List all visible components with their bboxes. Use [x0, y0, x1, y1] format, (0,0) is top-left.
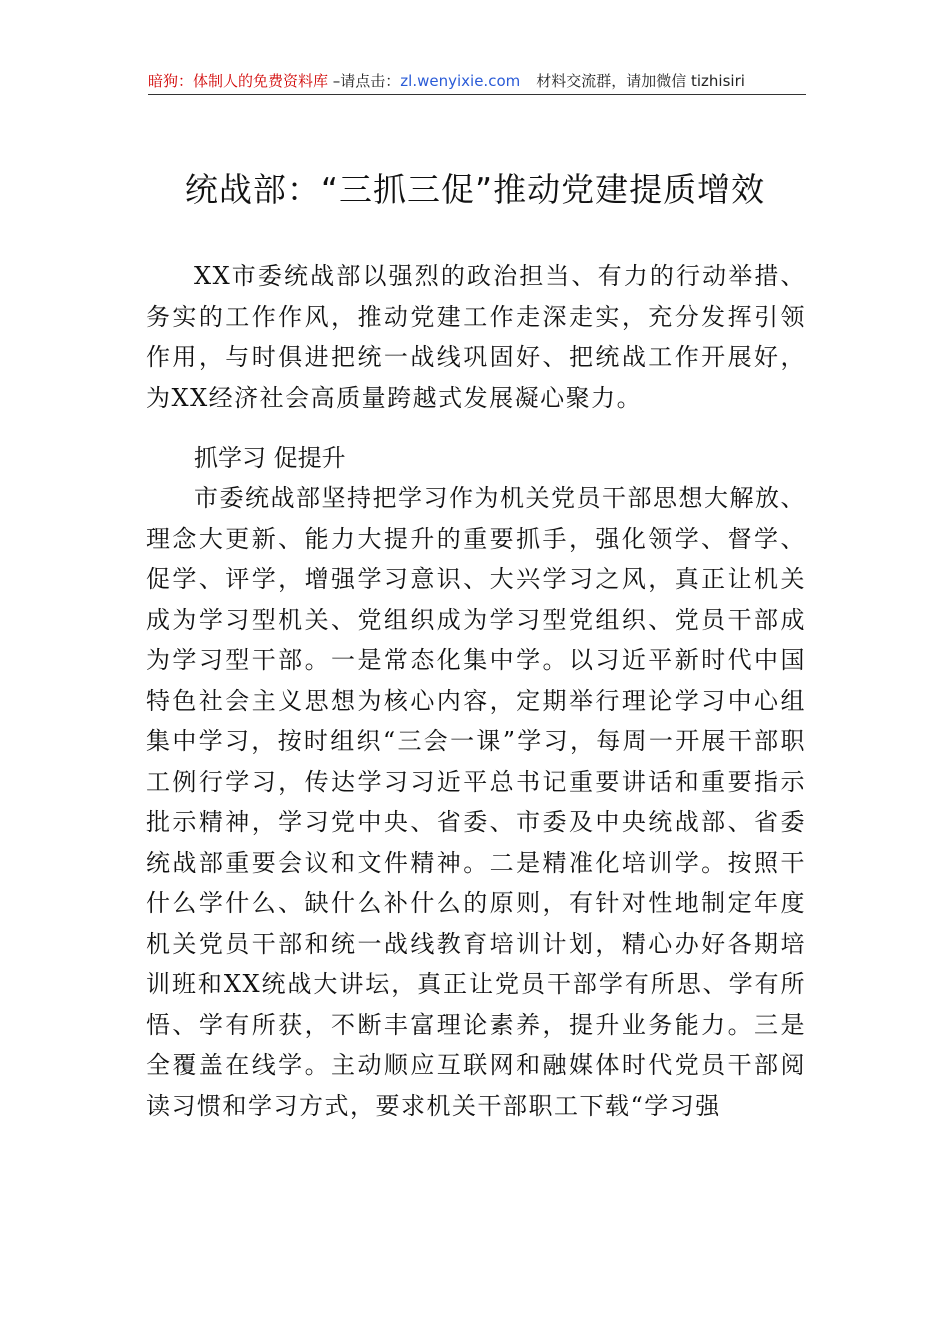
- document-title: 统战部：“三抓三促”推动党建提质增效: [184, 170, 766, 209]
- section-heading: 抓学习 促提升: [194, 444, 346, 472]
- page-header: [148, 68, 806, 95]
- header-link[interactable]: zl.wenyixie.com: [400, 72, 521, 90]
- header-note: 材料交流群，请加微信 tizhisiri: [536, 72, 745, 90]
- header-source: 暗狗：体制人的免费资料库: [148, 72, 329, 90]
- section-body: 市委统战部坚持把学习作为机关党员干部思想大解放、理念大更新、能力大提升的重要抓手，强化领学、督学、促学、评学，增强学习意识、大兴学习之风，真正让机关成为学习型机关、党组织成为学习型党组织、党员干部成为学习型干部。一是常态化集中学。以习近平新时代中国特色社会主义思想为核心内容，定期举行理论学习中心组集中学习，按时组织“三会一课”学习，每周一开展干部职工例行学习，传达学习习近平总书记重要讲话和重要指示批示精神，学习党中央、省委、市委及中央统战部、省委统战部重要会议和文件精神。二是精准化培训学。按照干什么学什么、缺什么补什么的原则，有针对性地制定年度机关党员干部和统一战线教育培训计划，精心办好各期培训班和XX统战大讲坛，真正让党员干部学有所思、学有所悟、学有所获，不断丰富理论素养，提升业务能力。三是全覆盖在线学。主动顺应互联网和融媒体时代党员干部阅读习惯和学习方式，要求机关干部职工下载“学习强: [146, 484, 806, 1120]
- header-separator: –请点击：: [328, 72, 401, 90]
- intro-paragraph: XX市委统战部以强烈的政治担当、有力的行动举措、务实的工作作风，推动党建工作走深走实，充分发挥引领作用，与时俱进把统一战线巩固好、把统战工作开展好，为XX经济社会高质量跨越式发展凝心聚力。: [146, 262, 806, 412]
